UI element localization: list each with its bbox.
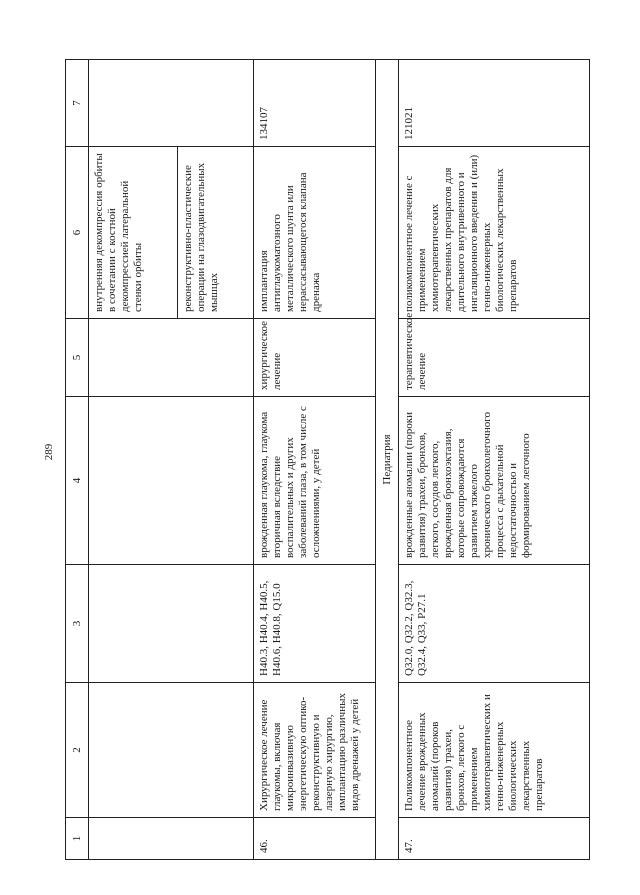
header-cell: 5 <box>66 319 89 397</box>
table-row-47 <box>399 60 590 860</box>
cost-value: 121021 <box>399 60 590 147</box>
section-row <box>376 60 399 860</box>
icd-codes: H40.3, H40.4, H40.5, H40.6, H40.8, Q15.0 <box>254 565 376 683</box>
treatment-method: имплантация антиглаукоматозного металлического шунта или нерассасывающегося клапана дренажа <box>254 147 376 319</box>
patient-model: врожденные аномалии (пороки развития) трахеи, бронхов, легкого, сосудов легкого, врожденная бронхоэктазия, которые сопровождаются развитием тяжелого хронического бронхолегочного процесса с дыхательной недостаточностью и формированием легочного <box>399 397 590 565</box>
method-cell-split <box>89 147 254 319</box>
care-name: Поликомпонентное лечение врожденных аномалий (пороков развития) трахеи, бронхов, легкого с применением химиотерапевтических и генно-инженерных биологических лекарственных препаратов <box>399 683 590 818</box>
row-number: 47. <box>399 818 590 860</box>
cost-value: 134107 <box>254 60 376 147</box>
patient-model: врожденная глаукома, глаукома вторичная вследствие воспалительных и других заболеваний глаза, в том числе с осложнениями, у детей <box>254 397 376 565</box>
header-cell: 2 <box>66 683 89 818</box>
page-number: 289 <box>43 443 55 461</box>
care-name: Хирургическое лечение глаукомы, включая микроинвазивную энергетическую оптико-реконструктивную и лазерную хирургию, имплантацию различных видов дренажей у детей <box>254 683 376 818</box>
icd-codes: Q32.0, Q32.2, Q32.3, Q32.4, Q33, P27.1 <box>399 565 590 683</box>
continuation-row <box>89 60 254 860</box>
rotated-table-wrapper <box>65 60 590 860</box>
method-decompression: внутренняя декомпрессия орбиты в сочетании с костной декомпрессией латеральной стенки орбиты <box>89 147 178 318</box>
header-cell: 7 <box>66 60 89 147</box>
medical-care-table <box>65 59 590 860</box>
treatment-method: поликомпонентное лечение с применением химиотерапевтических лекарственных препаратов для длительного внутривенного и ингаляционного введения и (или) генно-инженерных биологических лекарственных препаратов <box>399 147 590 319</box>
table-row-46 <box>254 60 376 860</box>
section-title: Педиатрия <box>376 60 399 860</box>
method-muscle-surgery: реконструктивно-пластические операции на глазодвигательных мышцах <box>182 162 220 312</box>
header-cell: 6 <box>66 147 89 319</box>
treatment-type: терапевтическое лечение <box>399 319 590 397</box>
header-cell: 1 <box>66 818 89 860</box>
row-number: 46. <box>254 818 376 860</box>
header-row <box>66 60 89 860</box>
header-cell: 4 <box>66 397 89 565</box>
header-cell: 3 <box>66 565 89 683</box>
treatment-type: хирургическое лечение <box>254 319 376 397</box>
